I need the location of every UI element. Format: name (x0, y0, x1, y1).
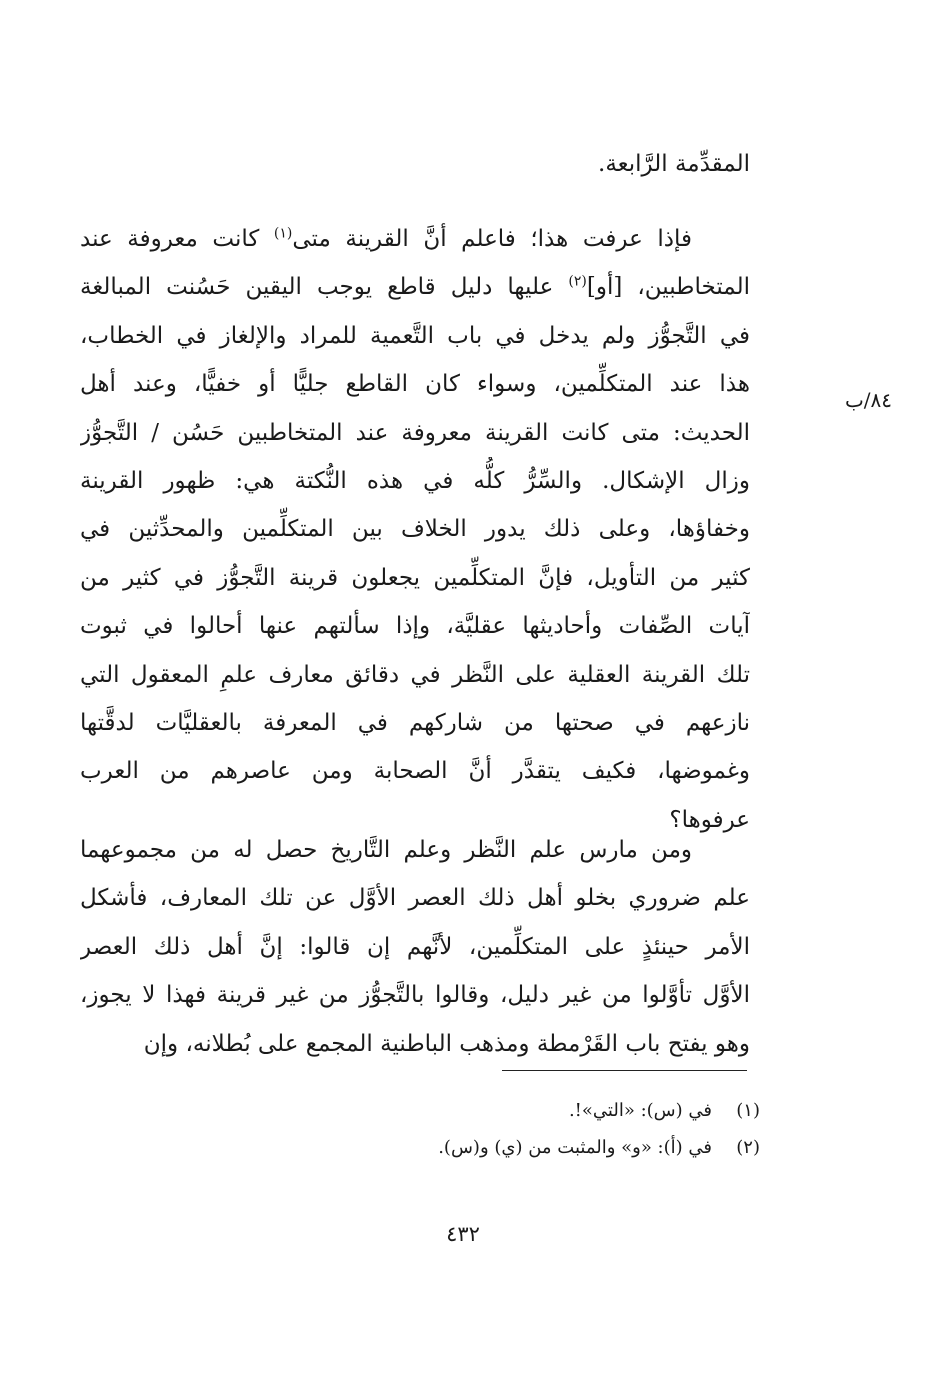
footnote-number: (١) (736, 1100, 760, 1121)
footnote (300, 1129, 760, 1166)
line-text-tail: كانت معروفة عند (80, 226, 274, 252)
line-text: وزال الإشكال. والسِّرُّ كلُّه في هذه النُّكتة هي: ظهور القرينة (80, 467, 750, 494)
manuscript-folio-ref: ٨٤/ب (844, 388, 892, 412)
line-text: المتخاطبين، [أو] (586, 274, 750, 301)
text-line (80, 215, 750, 263)
text-line (80, 747, 750, 795)
footnote-text: في (س): «التي»!. (568, 1100, 712, 1121)
text-line (80, 360, 750, 408)
line-text: وهو يفتح باب القَرْمطة ومذهب الباطنية المجمع على بُطلانه، وإن (143, 1030, 750, 1057)
paragraph-1 (80, 215, 750, 844)
line-text: آيات الصِّفات وأحاديثها عقليَّة، وإذا سألتهم عنها أحالوا في ثبوت (80, 613, 750, 640)
heading-block (80, 140, 750, 188)
text-line (80, 409, 750, 457)
line-text: وخفاؤها، وعلى ذلك يدور الخلاف بين المتكلِّمين والمحدِّثين في (80, 516, 750, 543)
text-line (80, 699, 750, 747)
text-line (80, 826, 750, 874)
line-text: الأمر حينئذٍ على المتكلِّمين، لأنَّهم إن قالوا: إنَّ أهل ذلك العصر (80, 933, 750, 960)
line-text: وغموضها، فكيف يتقدَّر أنَّ الصحابة ومن عاصرهم من العرب (80, 758, 750, 785)
footnote (300, 1092, 760, 1129)
footnote-divider (502, 1070, 747, 1071)
text-line (80, 971, 750, 1019)
page-number: ٤٣٢ (446, 1222, 480, 1246)
footnote-marker[interactable]: (١) (273, 225, 293, 242)
heading-line: المقدِّمة الرَّابعة. (598, 151, 750, 177)
text-line (80, 651, 750, 699)
text-line (80, 923, 750, 971)
text-line (80, 874, 750, 922)
line-text: علم ضروري بخلو أهل ذلك العصر الأوَّل عن تلك المعارف، فأشكل (80, 885, 750, 912)
line-text: نازعهم في صحتها من شاركهم في المعرفة بالعقليَّات لدقَّتها (80, 709, 750, 736)
line-text: تلك القرينة العقلية على النَّظر في دقائق معارف علمِ المعقول التي (80, 661, 750, 688)
text-line (80, 312, 750, 360)
text-line (80, 505, 750, 553)
footnote-marker[interactable]: (٢) (568, 273, 587, 290)
line-text: في التَّجوُّز ولم يدخل في باب التَّعمية للمراد والإلغاز في الخطاب، (80, 322, 750, 349)
line-text-tail: عليها دليل قاطع يوجب اليقين حَسُنت المبالغة (80, 274, 569, 301)
text-line (80, 602, 750, 650)
line-text: عرفوها؟ (669, 806, 750, 833)
line-text: كثير من التأويل، فإنَّ المتكلِّمين يجعلون قرينة التَّجوُّز في كثير من (80, 564, 750, 591)
paragraph-2 (80, 826, 750, 1068)
text-line (80, 1020, 750, 1068)
text-line (80, 263, 750, 311)
footnote-number: (٢) (736, 1137, 760, 1158)
text-line (80, 457, 750, 505)
footnotes (300, 1092, 760, 1166)
line-text: ومن مارس علم النَّظر وعلم التَّاريخ حصل له من مجموعهما (80, 837, 692, 863)
line-text: هذا عند المتكلِّمين، وسواء كان القاطع جليًّا أو خفيًّا، وعند أهل (80, 371, 750, 398)
line-text: فإذا عرفت هذا؛ فاعلم أنَّ القرينة متى (292, 226, 693, 252)
footnote-text: في (أ): «و» والمثبت من (ي) و(س). (438, 1137, 712, 1158)
line-text: الأوَّل تأوَّلوا من غير دليل، وقالوا بالتَّجوُّز من غير قرينة فهذا لا يجوز، (80, 982, 750, 1009)
line-text: الحديث: متى كانت القرينة معروفة عند المتخاطبين حَسُن / التَّجوُّز (80, 419, 750, 446)
text-line (80, 554, 750, 602)
